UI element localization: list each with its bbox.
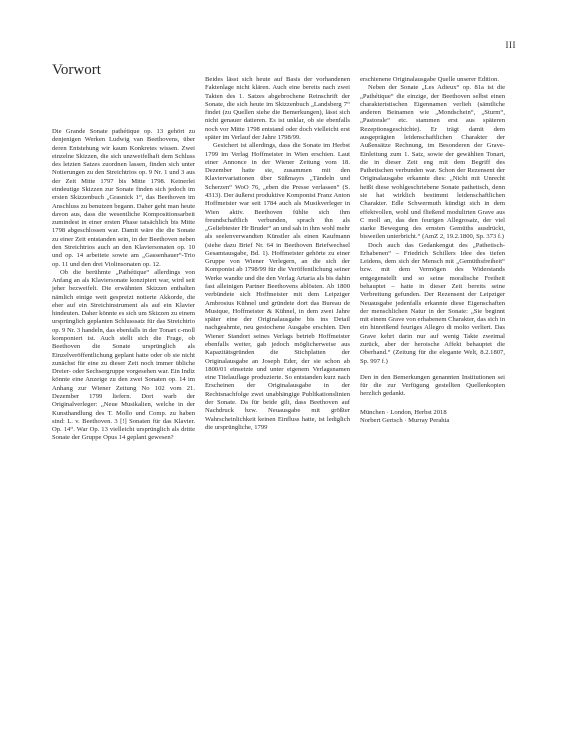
paragraph: Die Grande Sonate pathétique op. 13 gehört zu denjenigen Werken Ludwig van Beethovens, über deren Entstehung wir kaum Konkretes wissen. Zwei einzelne Skizzen, die sich unzweifelhaft dem Schluss des letzten Satzes zuordnen lassen, finden sich unter Notierungen zu den Streichtrios op. 9 Nr. 1 und 3 aus der Zeit Mitte 1797 bis Mitte 1798. Keinerlei eindeutige Skizzen zur Sonate finden sich jedoch im ersten Skizzenbuch „Grasnick 1“, das Beethoven im Anschluss zu benutzen begann. Daher geht man heute davon aus, dass die wesentliche Kompositionsarbeit zumindest in einer ersten Phase tatsächlich bis Mitte 1798 abgeschlossen war. Damit wäre die die Sonate zu einer Zeit entstanden sein, in der Beethoven neben den Streichtrios auch an den Klaviersonaten op. 10 und op. 14 arbeitete sowie am „Gassenhauer“-Trio op. 11 und den drei Violinsonaten op. 12. — [52, 128, 195, 268]
paragraph: Gesichert ist allerdings, dass die Sonate im Herbst 1799 im Verlag Hoffmeister in Wien erschien. Laut einer Annonce in der Wiener Zeitung vom 18. Dezember hatte sie, zusammen mit den Klaviervariationen über Süßmayrs „Tändeln und Scherzen“ WoO 76, „eben die Presse verlassen“ (S. 4313). Der äußerst produktive Komponist Franz Anton Hoffmeister war seit 1784 auch als Musikverleger in Wien aktiv. Beethoven fühlte sich ihm freundschaftlich verbunden, sprach ihn als „Geliebtester Hr Bruder“ an und sah in ihm wohl mehr als seelenverwandten Künstler als einen Kaufmann (siehe dazu Brief Nr. 64 in Beethoven Briefwechsel Gesamtausgabe, Bd. 1). Hoffmeister gehörte zu einer Gruppe von Wiener Verlegern, an die sich der Komponist ab 1798/99 für die Veröffentlichung seiner Werke wandte und die den Verlag Artaria als bis dahin fast alleinigen Partner Beethovens ablösten. Ab 1800 verbündete sich Hoffmeister mit dem Leipziger Ambrosius Kühnel und gründete dort das Bureau de Musique, Hoffmeister & Kühnel, in dem zwei Jahre später eine der Originalausgabe bis ins Detail nachgeahmte, neu gestochene Ausgabe erschien. Den Wiener Standort seines Verlags betrieb Hoffmeister ebenfalls weiter, gab jedoch möglicherweise aus Kapazitätsgründen die Stichplatten der Originalausgabe an Joseph Eder, der sie schon ab 1800/01 einsetzte und unter eigenem Verlagsnamen eine Titelauflage produzierte. So entstanden kurz nach Erscheinen der Originalausgabe in der Rechtsnachfolge zwei unabhängige Publikationslinien der Sonate. Da für beide gilt, dass Beethoven auf Nachdruck bzw. Neuausgabe mit größter Wahrscheinlichkeit keinen Einfluss hatte, ist lediglich die ursprüngliche, 1799 — [205, 142, 350, 431]
signature-authors: Norbert Gertsch · Murray Perahia — [360, 416, 450, 424]
acknowledgement-paragraph: Den in den Bemerkungen genannten Institutionen sei für die zur Verfügung gestellten Quellenkopien herzlich gedankt. — [360, 373, 505, 398]
text-column-2 — [205, 76, 350, 432]
page-title: Vorwort — [52, 62, 101, 78]
signature-place-date: München · London, Herbst 2018 — [360, 408, 447, 416]
paragraph: Beides lässt sich heute auf Basis der vorhandenen Faktenlage nicht klären. Auch eine bereits nach zwei Takten des 1. Satzes abgebrochene Reinschrift der Sonate, die sich heute im Skizzenbuch „Landsberg 7“ findet (zu Quellen siehe die Bemerkungen), lässt sich nicht genauer datieren. Es ist unklar, ob sie ebenfalls noch vor Mitte 1798 entstand oder doch vielleicht erst später im Verlauf der Jahre 1798/99. — [205, 76, 350, 141]
paragraph: Neben der Sonate „Les Adieux“ op. 81a ist die „Pathétique“ die einzige, der Beethoven selbst einen charakteristischen Eigennamen verlieh (sämtliche anderen Beinamen wie „Mondschein“, „Sturm“, „Pastorale“ etc. stammen erst aus späteren Rezeptionsgeschichte). Er trägt damit dem ausgeprägten leidenschaftlichen Charakter der Außensätze Rechnung, im Besonderen der Grave-Einleitung zum 1. Satz, sowie der gewählten Tonart, die in dieser Zeit eng mit dem Begriff des Pathetischen verbunden war. Schon der Rezensent der Originalausgabe erkannte dies: „Nicht mit Unrecht heißt diese wohlgeschriebene Sonate pathetisch, denn sie hat wirklich bestimmt leidenschaftlichen Charakter. Edle Schwermuth kündigt sich in dem effektvollen, wohl und fließend modulirten Grave aus C moll an, das den feurigen Allegrosatz, der viel starke Bewegung des ernsten Gemüths ausdrückt, bisweilen unterbricht.“ (AmZ 2, 19.2.1800, Sp. 373 f.) — [360, 84, 505, 241]
page-number: III — [505, 40, 516, 50]
paragraph: Doch auch das Gedankengut des „Pathetisch-Erhabenen“ – Friedrich Schillers Idee des tiefen Leidens, dem sich der Mensch mit „Gemüthsfreiheit“ bzw. mit dem Vermögen des Widerstands entgegenstellt und so seine moralische Freiheit behauptet – hatte in dieser Zeit bereits seine Verbreitung gefunden. Der Rezensent der Leipziger Neuausgabe jedenfalls erkannte diese Eigenschaften der menschlichen Natur in der Sonate: „Sie beginnt mit einem Grave von erhabenem Charakter, das sich in ein hinreißend feuriges Allegro di molto verliert. Das Grave kehrt darin nur auf wenig Takte zweimal zurück, aber der heroische Affekt behauptet die Oberhand.“ (Zeitung für die elegante Welt, 8.2.1807, Sp. 997 f.) — [360, 241, 505, 365]
paragraph: erschienene Originalausgabe Quelle unserer Edition. — [360, 76, 499, 83]
paragraph: Ob die berühmte „Pathétique“ allerdings von Anfang an als Klaviersonate konzipiert war, wird seit jeher bezweifelt. Die erwähnten Skizzen enthalten nämlich einige weit gespreizt notierte Akkorde, die eher auf ein Streichinstrument als auf ein Klavier hindeuten. Daher könnte es sich um Skizzen zu einem ursprünglich geplanten Schlusssatz für das Streichtrio op. 9 Nr. 3 handeln, das ebenfalls in der Tonart c-moll komponiert ist. Auch stellt sich die Frage, ob Beethoven die Sonate ursprünglich als Einzelveröffentlichung geplant hatte oder ob sie nicht zunächst für eine zu dieser Zeit noch immer übliche Dreier- oder Sechsergruppe vorgesehen war. Ein Indiz könnte eine Anzeige zu den zwei Sonaten op. 14 im Anhang zur Wiener Zeitung No 102 vom 21. Dezember 1799 liefern. Dort warb der Originalverleger: „Neue Musikalien, welche in der Kunsthandlung des T. Mollo und Comp. zu haben sind: L. v. Beethoven. 3 [!] Sonaten für das Klavier. Op. 14“. War Op. 13 vielleicht ursprünglich als dritte Sonate der Gruppe Opus 14 geplant gewesen? — [52, 268, 195, 442]
text-column-1 — [52, 128, 195, 443]
signature — [360, 409, 505, 426]
text-column-3 — [360, 76, 505, 425]
